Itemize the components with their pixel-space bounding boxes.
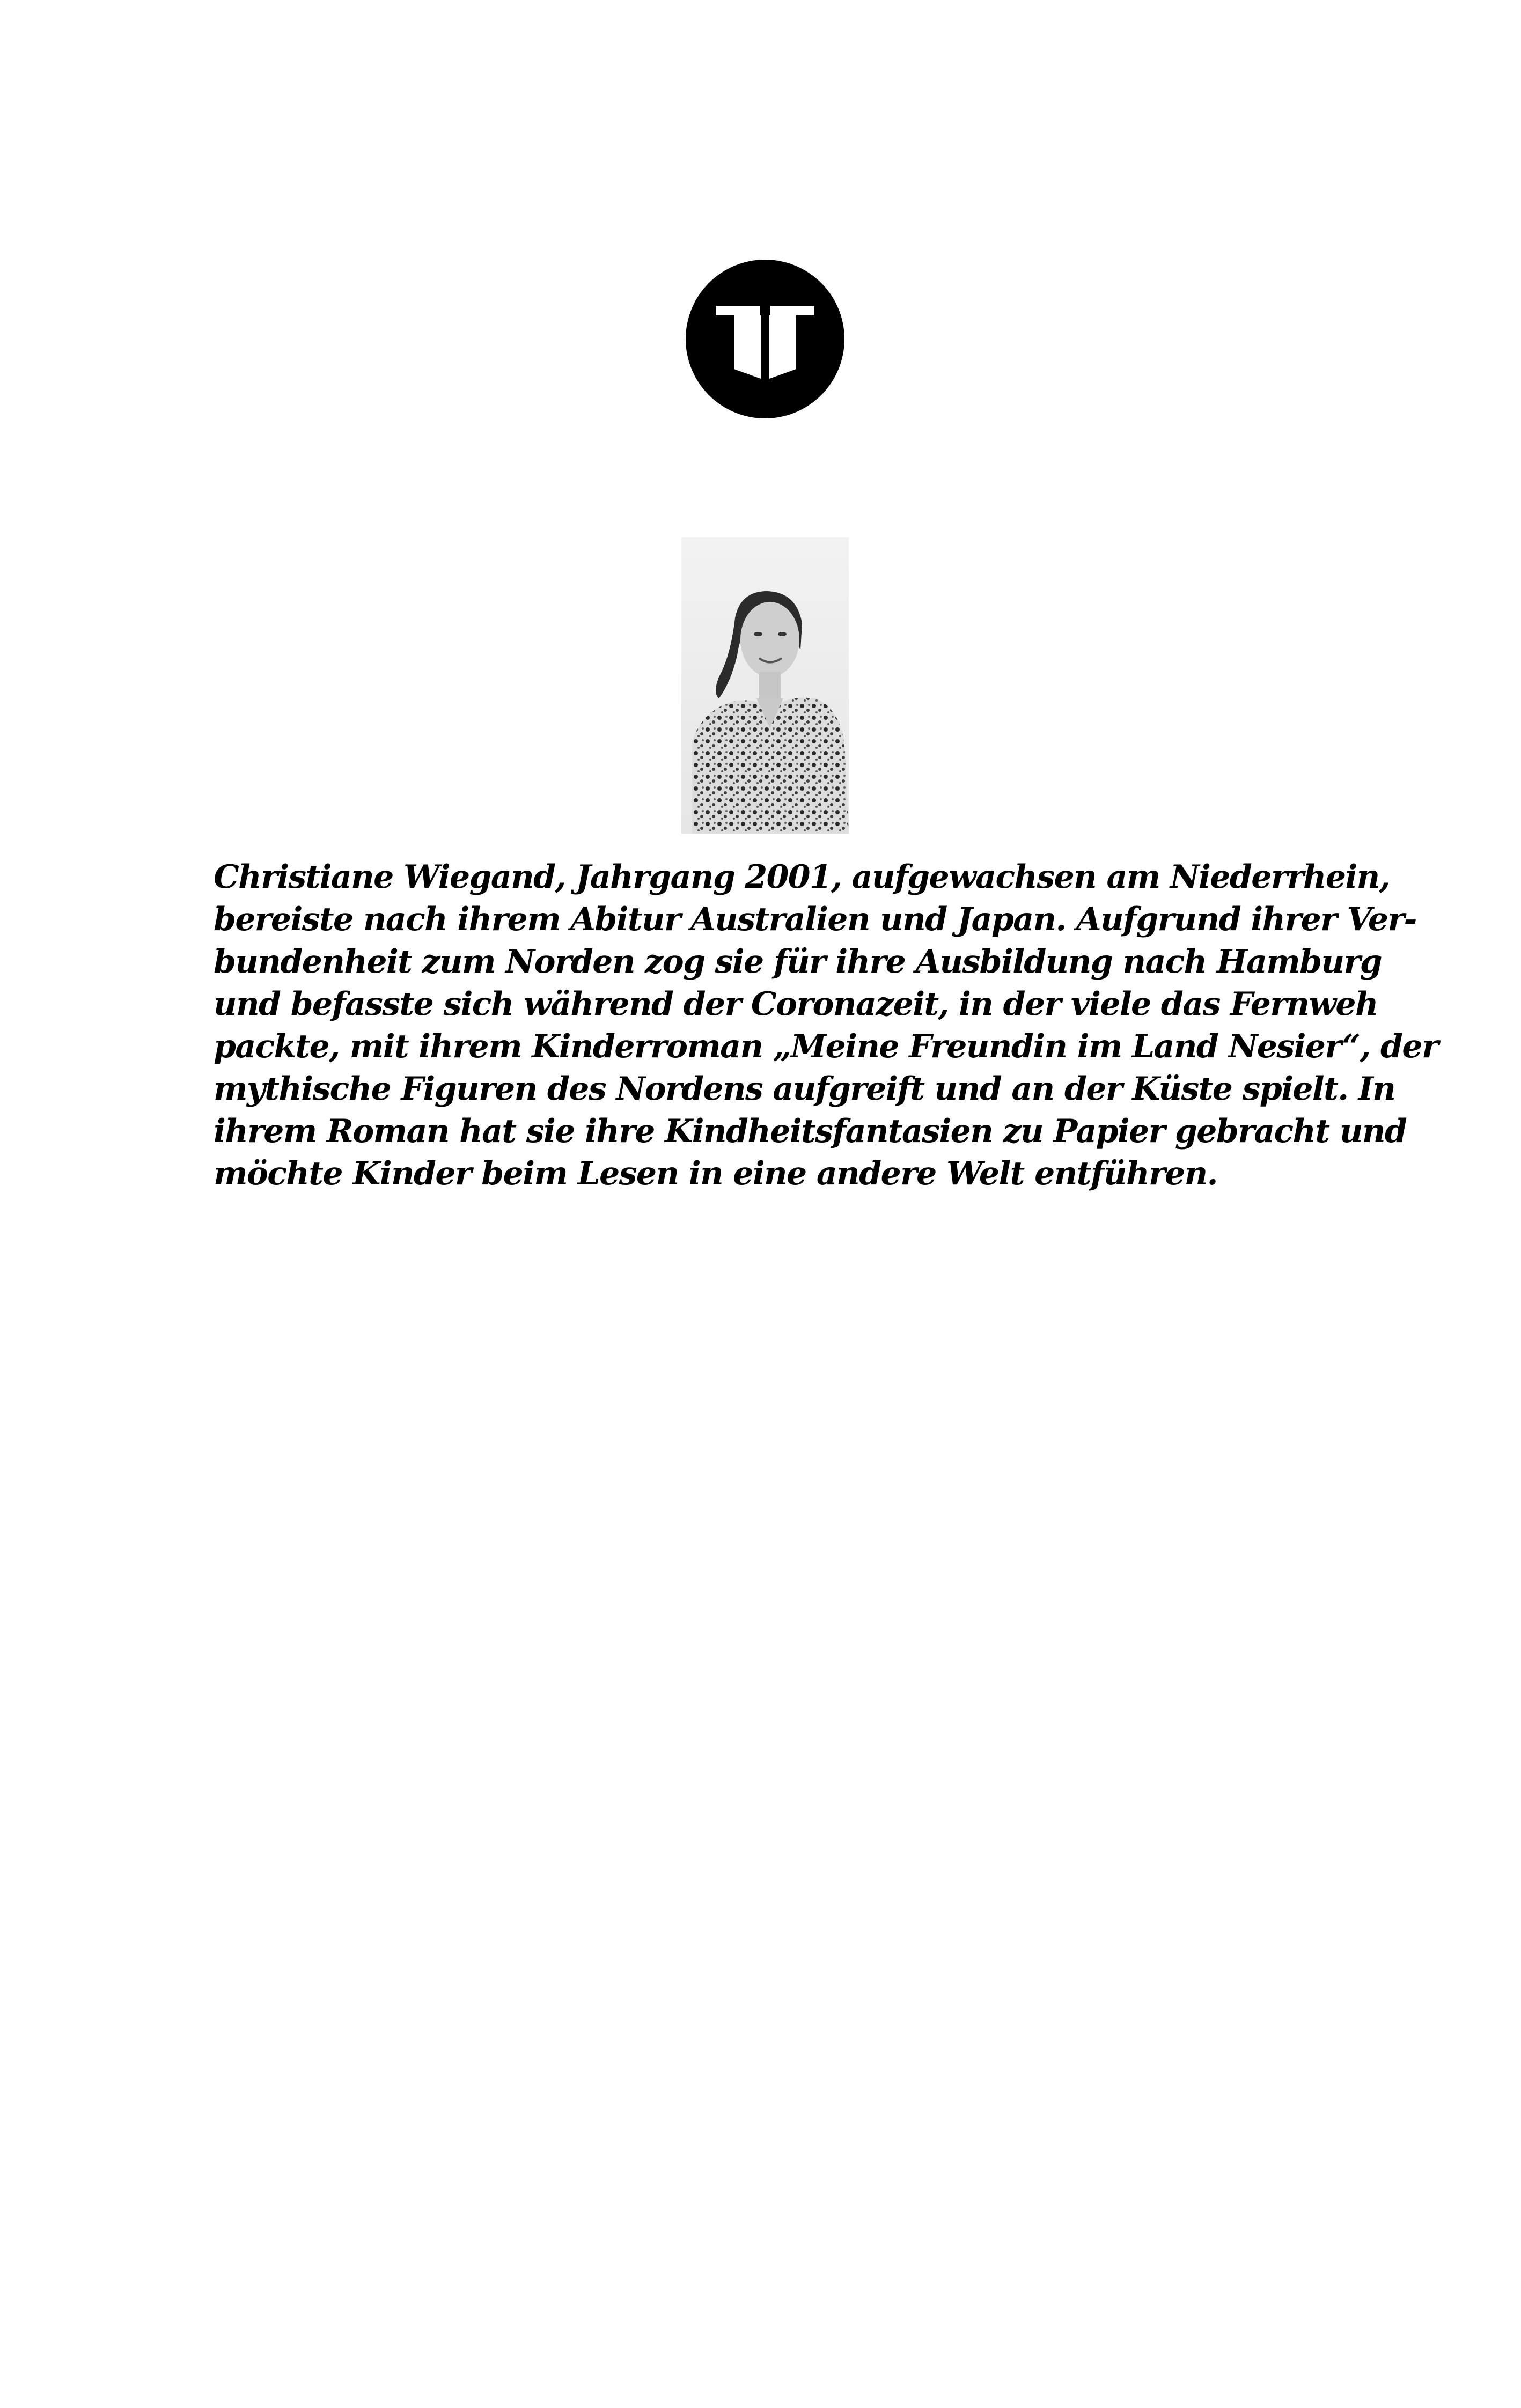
publisher-logo-icon: [686, 260, 844, 418]
author-bio: [214, 856, 1438, 1195]
bio-line: packte, mit ihrem Kinderroman „Meine Freundin im Land Nesier“, der: [214, 1028, 1438, 1065]
bio-line: Christiane Wiegand, Jahrgang 2001, aufgewachsen am Niederrhein,: [214, 858, 1390, 896]
bio-line: bereiste nach ihrem Abitur Australien und Japan. Aufgrund ihrer Ver-: [214, 901, 1416, 938]
bio-line: ihrem Roman hat sie ihre Kindheitsfantasien zu Papier gebracht und: [214, 1113, 1407, 1150]
bio-line: möchte Kinder beim Lesen in eine andere Welt entführen.: [214, 1155, 1217, 1192]
bio-line: bundenheit zum Norden zog sie für ihre Ausbildung nach Hamburg: [214, 943, 1382, 981]
author-portrait-photo: [681, 537, 849, 834]
bio-line: mythische Figuren des Nordens aufgreift und an der Küste spielt. In: [214, 1070, 1395, 1108]
bio-line: und befasste sich während der Coronazeit, in der viele das Fernweh: [214, 985, 1378, 1023]
